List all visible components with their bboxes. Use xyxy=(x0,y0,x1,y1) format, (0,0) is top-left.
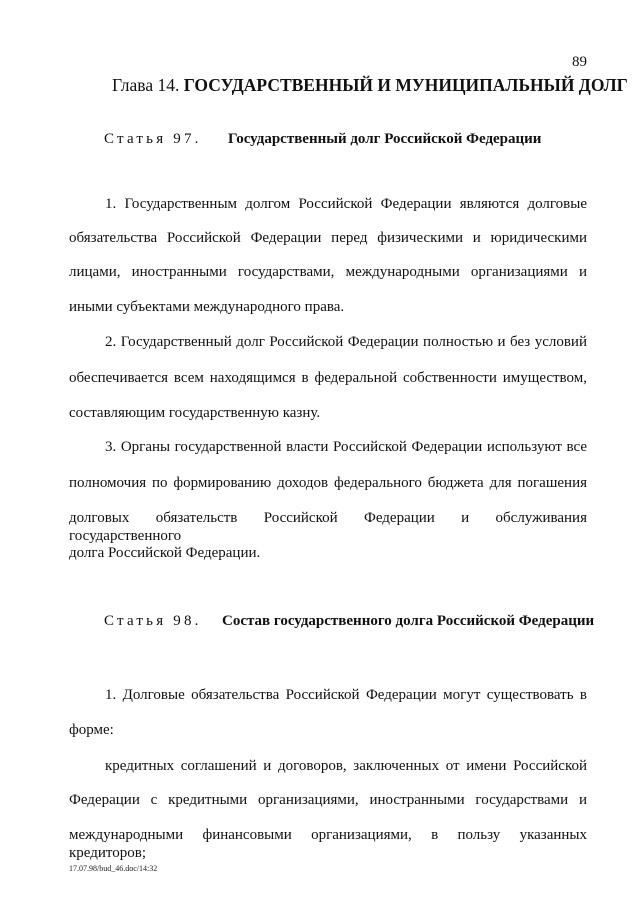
article-97-line: лицами, иностранными государствами, международными организациями и xyxy=(69,264,587,280)
article-98-label: Статья 98. xyxy=(104,613,202,629)
footer-file-code: 17.07.98/bud_46.doc/14:32 xyxy=(69,864,158,873)
article-97-title: Государственный долг Российской Федерации xyxy=(228,131,542,147)
article-97-line: 2. Государственный долг Российской Федерации полностью и без условий xyxy=(105,334,587,350)
chapter-title xyxy=(112,75,628,96)
article-97-label: Статья 97. xyxy=(104,131,202,147)
article-98-line: форме: xyxy=(69,722,114,738)
article-97-line: долга Российской Федерации. xyxy=(69,545,261,561)
article-98-heading xyxy=(104,613,595,630)
article-97-line: полномочия по формированию доходов федерального бюджета для погашения xyxy=(69,475,587,491)
article-97-line: 1. Государственным долгом Российской Федерации являются долговые xyxy=(105,196,587,212)
article-97-line: обязательства Российской Федерации перед физическими и юридическими xyxy=(69,230,587,246)
article-97-line: 3. Органы государственной власти Российской Федерации используют все xyxy=(105,439,587,455)
chapter-label: Глава 14. xyxy=(112,75,180,95)
article-98-line: кредитных соглашений и договоров, заключенных от имени Российской xyxy=(105,758,587,774)
article-98-line: 1. Долговые обязательства Российской Федерации могут существовать в xyxy=(105,687,587,703)
article-97-line: обеспечивается всем находящимся в федеральной собственности имуществом, xyxy=(69,370,587,386)
article-97-line: составляющим государственную казну. xyxy=(69,405,321,421)
article-98-line: международными финансовыми организациями, в пользу указанных кредиторов; xyxy=(69,827,587,861)
article-97-line: долговых обязательств Российской Федерации и обслуживания государственного xyxy=(69,510,587,544)
article-97-heading xyxy=(104,131,542,148)
article-97-line: иными субъектами международного права. xyxy=(69,299,345,315)
article-98-line: Федерации с кредитными организациями, иностранными государствами и xyxy=(69,792,587,808)
article-98-title: Состав государственного долга Российской Федерации xyxy=(222,613,595,629)
page-number: 89 xyxy=(572,54,587,70)
chapter-name: ГОСУДАРСТВЕННЫЙ И МУНИЦИПАЛЬНЫЙ ДОЛГ xyxy=(183,75,628,95)
